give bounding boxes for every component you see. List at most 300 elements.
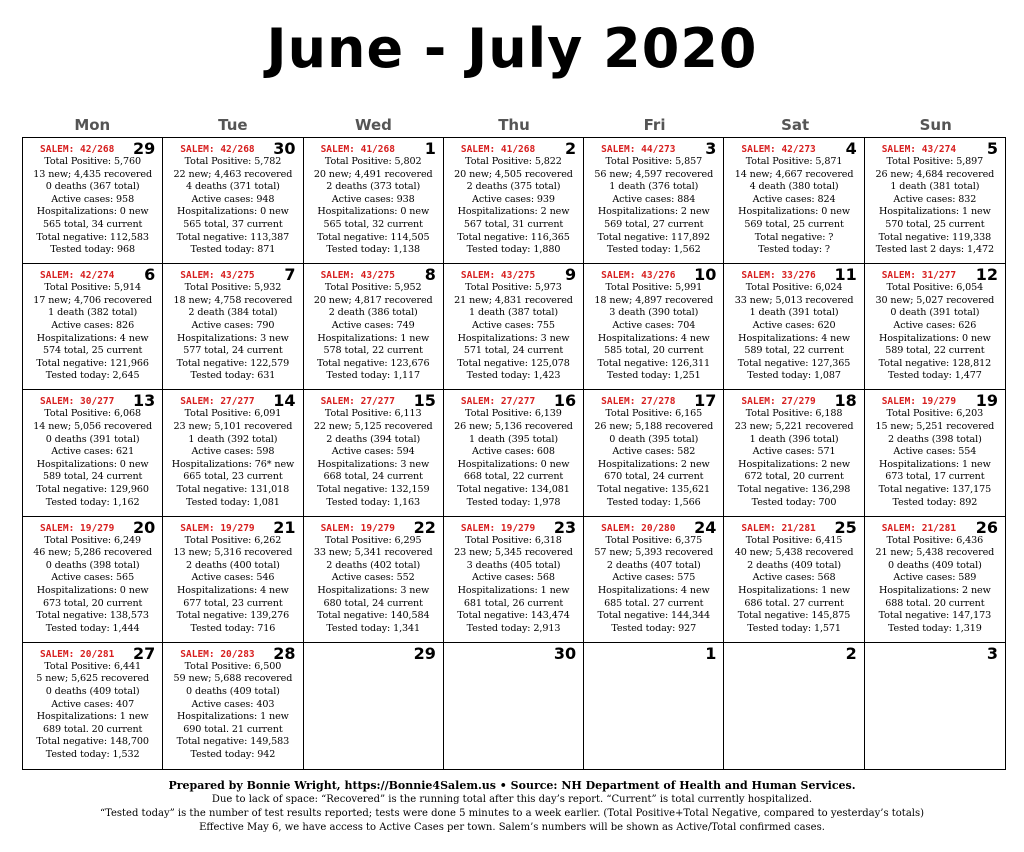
day-number: 28: [273, 643, 296, 663]
day-stat-line: Hospitalizations: 2 new: [597, 458, 710, 470]
footer-note-recovered: Due to lack of space: “Recovered” is the running total after this day’s report. “Current” is total currently hospitalized.: [211, 794, 813, 805]
day-stat-line: 673 total, 17 current: [885, 471, 985, 483]
day-number: 3: [986, 643, 998, 663]
day-stat-line: 17 new; 4,706 recovered: [33, 294, 153, 306]
day-stat-line: Active cases: 749: [331, 319, 415, 331]
day-stat-line: 680 total, 24 current: [323, 597, 423, 609]
day-stat-line: 4 death (380 total): [749, 181, 839, 193]
day-stat-line: Total negative: 148,700: [36, 736, 149, 748]
calendar-day-cell: [584, 390, 724, 516]
salem-cases-label: SALEM: 43/275: [180, 270, 255, 282]
calendar-day-cell: [304, 517, 444, 643]
day-stat-line: 33 new; 5,341 recovered: [313, 547, 433, 559]
calendar-day-cell: [584, 264, 724, 390]
day-number: 5: [986, 139, 998, 158]
day-number: 15: [413, 391, 436, 411]
salem-cases-label: SALEM: 42/268: [40, 144, 115, 155]
day-stat-line: Tested today: 1,081: [186, 496, 280, 508]
day-stat-line: Hospitalizations: 1 new: [177, 711, 289, 723]
day-stat-line: Total Positive: 6,024: [745, 282, 843, 294]
day-stat-line: Total Positive: 6,500: [184, 660, 282, 672]
day-stat-line: Active cases: 826: [51, 319, 135, 331]
calendar-day-cell: [304, 643, 444, 769]
salem-cases-label: SALEM: 30/277: [40, 396, 115, 408]
day-stat-line: 571 total, 24 current: [463, 345, 564, 357]
calendar-day-cell: [304, 390, 444, 516]
day-stat-line: Active cases: 790: [191, 319, 275, 331]
day-stat-line: 577 total, 24 current: [183, 345, 283, 357]
day-stat-line: 22 new; 4,463 recovered: [173, 168, 293, 180]
day-stat-line: 1 death (381 total): [890, 181, 980, 193]
calendar-day-cell: [163, 138, 303, 264]
day-stat-line: Total negative: 112,583: [36, 231, 149, 243]
day-stat-line: Hospitalizations: 1 new: [36, 711, 149, 723]
day-stat-line: Hospitalizations: 0 new: [457, 458, 570, 470]
salem-cases-label: SALEM: 41/268: [460, 144, 536, 155]
day-stat-line: Total negative: 145,875: [737, 610, 851, 622]
day-number: 14: [273, 391, 296, 411]
day-number: 30: [553, 643, 577, 663]
salem-cases-label: SALEM: 19/279: [180, 522, 255, 534]
salem-cases-label: SALEM: 43/275: [460, 270, 536, 282]
day-stat-line: Total negative: 122,579: [176, 357, 290, 369]
day-stat-line: 565 total, 37 current: [183, 218, 283, 230]
footer-note-active: Effective May 6, we have access to Active Cases per town. Salem’s numbers will be shown as Active/Total confirmed cases.: [199, 822, 825, 833]
day-number: 30: [273, 139, 296, 158]
day-number: 10: [694, 265, 717, 285]
day-stat-line: Total negative: 134,081: [457, 483, 570, 495]
day-stat-line: 5 new; 5,625 recovered: [36, 673, 149, 685]
day-stat-line: 14 new; 4,667 recovered: [734, 168, 854, 180]
day-stat-line: Total Positive: 5,760: [44, 156, 141, 167]
day-stat-line: Hospitalizations: 1 new: [457, 584, 570, 596]
day-stat-line: Hospitalizations: 2 new: [878, 584, 991, 596]
day-stat-line: 681 total, 26 current: [463, 597, 564, 609]
day-stat-line: 20 new; 4,817 recovered: [313, 294, 433, 306]
day-stat-line: 21 new; 5,438 recovered: [875, 547, 995, 559]
day-number: 2: [845, 643, 857, 663]
day-stat-line: 565 total, 32 current: [323, 218, 423, 230]
day-number: 27: [133, 643, 156, 663]
calendar-day-cell: [444, 264, 584, 390]
calendar-day-cell: [444, 643, 584, 769]
day-stat-line: Total Positive: 6,295: [324, 534, 422, 546]
day-stat-line: 574 total, 25 current: [42, 345, 143, 357]
day-stat-line: 1 death (387 total): [468, 307, 558, 319]
day-number: 9: [565, 265, 577, 285]
day-stat-line: Tested today: 1,571: [747, 622, 841, 634]
day-stat-line: Hospitalizations: 2 new: [597, 206, 710, 218]
day-stat-line: 22 new; 5,125 recovered: [313, 420, 433, 432]
day-stat-line: Total negative: 123,676: [316, 357, 430, 369]
day-number: 29: [133, 139, 156, 158]
day-stat-line: 565 total, 34 current: [42, 218, 143, 230]
day-stat-line: Tested today: 1,319: [887, 622, 982, 634]
day-number: 20: [133, 517, 156, 537]
calendar-day-cell: [23, 138, 163, 264]
day-number: 17: [694, 391, 717, 411]
calendar-day-cell: [23, 517, 163, 643]
day-stat-line: Tested today: 716: [190, 622, 276, 634]
day-number: 18: [834, 391, 857, 411]
day-stat-line: 3 death (390 total): [609, 307, 699, 319]
weekday-header: [22, 114, 1006, 136]
day-stat-line: Active cases: 594: [331, 446, 415, 458]
day-stat-line: Tested today: 942: [190, 748, 276, 760]
day-stat-line: Active cases: 755: [472, 319, 555, 331]
day-number: 24: [694, 517, 717, 537]
footer-notes: [0, 778, 1024, 835]
weekday-sun: Sun: [919, 116, 952, 134]
day-stat-line: 2 death (384 total): [188, 307, 278, 319]
day-stat-line: Total Positive: 6,068: [44, 408, 141, 420]
day-stat-line: Tested today: 1,532: [45, 748, 140, 760]
day-stat-line: Total negative: 147,173: [878, 610, 992, 622]
day-stat-line: Tested today: 2,645: [45, 370, 140, 382]
day-stat-line: Tested today: 1,162: [45, 496, 140, 508]
day-number: 19: [975, 391, 998, 411]
day-stat-line: 688 total. 20 current: [885, 597, 985, 609]
day-stat-line: Total negative: 135,621: [597, 483, 711, 495]
day-stat-line: 2 deaths (398 total): [887, 433, 982, 445]
day-stat-line: 59 new; 5,688 recovered: [173, 673, 293, 685]
calendar-day-cell: [724, 390, 864, 516]
day-stat-line: Hospitalizations: 0 new: [878, 332, 991, 344]
day-stat-line: Total Positive: 6,318: [465, 534, 562, 546]
salem-cases-label: SALEM: 19/279: [320, 522, 395, 534]
day-stat-line: Hospitalizations: 0 new: [317, 206, 430, 218]
calendar-day-cell: [584, 643, 724, 769]
day-stat-line: Hospitalizations: 4 new: [738, 332, 850, 344]
day-stat-line: Hospitalizations: 1 new: [317, 332, 430, 344]
day-stat-line: Total negative: 149,583: [176, 736, 290, 748]
salem-cases-label: SALEM: 44/273: [601, 144, 676, 155]
calendar-title: June - July 2020: [266, 17, 758, 80]
day-stat-line: Active cases: 824: [752, 193, 836, 205]
day-stat-line: Hospitalizations: 0 new: [177, 206, 289, 218]
day-stat-line: Tested today: 1,251: [606, 370, 701, 382]
day-stat-line: 672 total, 20 current: [744, 471, 844, 483]
day-stat-line: Active cases: 554: [893, 446, 977, 458]
day-stat-line: Active cases: 884: [612, 193, 696, 205]
day-number: 25: [834, 517, 857, 537]
calendar-day-cell: [865, 138, 1005, 264]
day-stat-line: Tested today: 927: [611, 622, 697, 634]
weekday-wed: Wed: [354, 116, 392, 134]
salem-cases-label: SALEM: 20/280: [601, 522, 676, 534]
footer-note-tested: “Tested today” is the number of test results reported; tests were done 5 minutes to a week earlier. (Total Positive+Total Negative, compared to yesterday’s totals): [99, 808, 925, 819]
day-stat-line: Total negative: ?: [754, 231, 834, 243]
salem-cases-label: SALEM: 20/281: [40, 648, 115, 660]
day-number: 21: [273, 517, 296, 537]
day-stat-line: Hospitalizations: 4 new: [177, 584, 289, 596]
day-stat-line: 578 total, 22 current: [323, 345, 423, 357]
day-stat-line: 2 deaths (394 total): [326, 433, 421, 445]
weekday-thu: Thu: [498, 116, 530, 134]
day-stat-line: Total Positive: 6,165: [605, 408, 703, 420]
day-number: 12: [975, 265, 998, 285]
day-stat-line: Tested today: 1,566: [606, 496, 701, 508]
day-stat-line: Active cases: 621: [51, 446, 135, 458]
day-stat-line: 0 deaths (398 total): [45, 559, 140, 571]
day-stat-line: Active cases: 948: [191, 193, 275, 205]
day-stat-line: Tested today: ?: [758, 244, 830, 256]
day-stat-line: Active cases: 589: [893, 572, 977, 584]
day-stat-line: 23 new; 5,345 recovered: [454, 547, 573, 559]
day-stat-line: 677 total, 23 current: [183, 597, 283, 609]
day-stat-line: 0 deaths (391 total): [45, 433, 140, 445]
day-number: 23: [553, 517, 577, 537]
day-number: 22: [413, 517, 436, 537]
weekday-mon: Mon: [74, 116, 111, 134]
footer-credit: Prepared by Bonnie Wright, https://Bonnie4Salem.us • Source: NH Department of Health and Human Services.: [168, 779, 856, 792]
day-stat-line: Total Positive: 6,262: [184, 534, 282, 546]
day-stat-line: Total Positive: 5,782: [184, 156, 282, 167]
day-stat-line: Total negative: 113,387: [176, 231, 290, 243]
day-stat-line: Active cases: 620: [752, 319, 836, 331]
day-stat-line: 665 total, 23 current: [183, 471, 283, 483]
day-stat-line: Active cases: 546: [191, 572, 275, 584]
day-stat-line: Total negative: 139,276: [176, 610, 290, 622]
day-stat-line: Tested today: 700: [751, 496, 837, 508]
day-stat-line: Total Positive: 5,822: [465, 156, 562, 167]
day-stat-line: 685 total. 27 current: [604, 597, 704, 609]
day-number: 26: [975, 517, 998, 537]
day-stat-line: Total negative: 125,078: [457, 357, 570, 369]
day-stat-line: Total negative: 121,966: [36, 357, 149, 369]
day-stat-line: Total negative: 117,892: [597, 231, 711, 243]
day-stat-line: 23 new; 5,221 recovered: [734, 420, 854, 432]
day-stat-line: 2 deaths (400 total): [186, 559, 280, 571]
day-number: 7: [284, 265, 296, 285]
day-stat-line: 23 new; 5,101 recovered: [173, 420, 293, 432]
calendar-grid: [22, 137, 1006, 770]
day-number: 29: [413, 643, 436, 663]
calendar-day-cell: [163, 643, 303, 769]
day-stat-line: 56 new; 4,597 recovered: [594, 168, 714, 180]
day-stat-line: Total Positive: 5,973: [465, 282, 562, 294]
day-stat-line: Total Positive: 5,871: [745, 156, 843, 167]
day-stat-line: 668 total, 22 current: [463, 471, 564, 483]
day-stat-line: 3 deaths (405 total): [466, 559, 561, 571]
day-stat-line: 20 new; 4,491 recovered: [313, 168, 433, 180]
calendar-day-cell: [163, 517, 303, 643]
day-stat-line: Active cases: 598: [191, 446, 275, 458]
day-stat-line: Tested today: 1,562: [606, 244, 701, 256]
salem-cases-label: SALEM: 19/279: [460, 522, 536, 534]
calendar-day-cell: [865, 390, 1005, 516]
day-stat-line: Hospitalizations: 4 new: [597, 332, 710, 344]
day-stat-line: Active cases: 552: [331, 572, 415, 584]
day-stat-line: 668 total, 24 current: [323, 471, 423, 483]
day-stat-line: Tested today: 2,913: [466, 622, 561, 634]
calendar-day-cell: [865, 643, 1005, 769]
calendar-day-cell: [163, 264, 303, 390]
day-number: 3: [705, 139, 717, 158]
day-stat-line: Hospitalizations: 1 new: [738, 584, 850, 596]
calendar-day-cell: [304, 138, 444, 264]
day-stat-line: 1 death (392 total): [188, 433, 278, 445]
day-stat-line: 589 total, 22 current: [885, 345, 985, 357]
calendar-day-cell: [304, 264, 444, 390]
day-stat-line: Hospitalizations: 1 new: [878, 206, 991, 218]
day-stat-line: 0 deaths (409 total): [887, 559, 982, 571]
day-stat-line: Total negative: 114,505: [316, 231, 430, 243]
day-stat-line: Active cases: 608: [472, 446, 555, 458]
salem-cases-label: SALEM: 19/279: [881, 396, 957, 408]
day-stat-line: Hospitalizations: 3 new: [317, 584, 430, 596]
salem-cases-label: SALEM: 41/268: [320, 144, 395, 155]
day-stat-line: 40 new; 5,438 recovered: [734, 547, 854, 559]
weekday-fri: Fri: [643, 116, 666, 134]
weekday-sat: Sat: [781, 116, 810, 134]
day-stat-line: Total Positive: 6,203: [886, 408, 984, 420]
day-stat-line: 18 new; 4,758 recovered: [173, 294, 293, 306]
day-stat-line: Tested today: 1,880: [466, 244, 561, 256]
day-stat-line: Hospitalizations: 4 new: [597, 584, 710, 596]
day-stat-line: Total Positive: 6,415: [745, 534, 843, 546]
salem-cases-label: SALEM: 42/273: [741, 144, 816, 155]
calendar-day-cell: [724, 643, 864, 769]
day-stat-line: Total Positive: 5,897: [886, 156, 984, 167]
day-stat-line: Total Positive: 5,932: [184, 282, 282, 294]
day-stat-line: Hospitalizations: 76* new: [171, 458, 295, 470]
day-stat-line: Total Positive: 6,139: [465, 408, 562, 420]
day-stat-line: 14 new; 5,056 recovered: [33, 420, 153, 432]
salem-cases-label: SALEM: 20/283: [180, 648, 255, 660]
day-stat-line: Tested today: 968: [50, 244, 136, 256]
day-stat-line: 589 total, 22 current: [744, 345, 844, 357]
day-stat-line: Tested today: 1,978: [466, 496, 561, 508]
day-stat-line: 0 deaths (409 total): [186, 685, 280, 697]
day-stat-line: Total Positive: 5,914: [44, 282, 141, 294]
day-stat-line: Total negative: 136,298: [737, 483, 851, 495]
day-stat-line: 690 total. 21 current: [183, 723, 283, 735]
day-stat-line: Active cases: 958: [51, 193, 135, 205]
day-number: 1: [705, 643, 717, 663]
day-stat-line: Active cases: 571: [752, 446, 836, 458]
day-stat-line: Total Positive: 5,952: [324, 282, 422, 294]
day-stat-line: 18 new; 4,897 recovered: [594, 294, 714, 306]
calendar-day-cell: [724, 264, 864, 390]
day-stat-line: 689 total. 20 current: [42, 723, 143, 735]
day-stat-line: 21 new; 4,831 recovered: [454, 294, 573, 306]
day-stat-line: Total negative: 119,338: [878, 231, 992, 243]
day-number: 2: [565, 139, 577, 158]
day-stat-line: Tested today: 1,444: [45, 622, 140, 634]
day-stat-line: Active cases: 704: [612, 319, 696, 331]
day-stat-line: Total negative: 137,175: [878, 483, 992, 495]
calendar-day-cell: [584, 138, 724, 264]
day-stat-line: 1 death (391 total): [749, 307, 839, 319]
salem-cases-label: SALEM: 27/279: [741, 396, 816, 408]
day-stat-line: 2 deaths (409 total): [747, 559, 841, 571]
day-stat-line: 0 deaths (367 total): [45, 181, 140, 193]
salem-cases-label: SALEM: 27/277: [460, 396, 536, 408]
day-stat-line: Total negative: 116,365: [457, 231, 570, 243]
day-stat-line: 673 total, 20 current: [42, 597, 143, 609]
day-stat-line: Hospitalizations: 3 new: [317, 458, 430, 470]
day-stat-line: Active cases: 568: [752, 572, 836, 584]
day-stat-line: Tested today: 631: [190, 370, 276, 382]
calendar-day-cell: [444, 138, 584, 264]
salem-cases-label: SALEM: 43/275: [320, 270, 395, 282]
calendar-day-cell: [584, 517, 724, 643]
salem-cases-label: SALEM: 42/274: [40, 270, 115, 282]
day-stat-line: 569 total, 27 current: [604, 218, 704, 230]
calendar-day-cell: [23, 264, 163, 390]
weekday-tue: Tue: [218, 116, 248, 134]
day-stat-line: Hospitalizations: 2 new: [738, 458, 850, 470]
day-stat-line: 0 death (391 total): [890, 307, 980, 319]
day-stat-line: Active cases: 582: [612, 446, 696, 458]
day-stat-line: 13 new; 4,435 recovered: [33, 168, 153, 180]
day-stat-line: 589 total, 24 current: [42, 471, 143, 483]
salem-cases-label: SALEM: 21/281: [881, 522, 957, 534]
day-stat-line: Hospitalizations: 3 new: [177, 332, 289, 344]
day-stat-line: 0 death (395 total): [609, 433, 699, 445]
day-number: 16: [553, 391, 577, 411]
day-stat-line: Total Positive: 6,054: [886, 282, 984, 294]
day-stat-line: Total negative: 128,812: [878, 357, 992, 369]
day-stat-line: Hospitalizations: 0 new: [738, 206, 850, 218]
calendar-day-cell: [865, 517, 1005, 643]
salem-cases-label: SALEM: 31/277: [881, 270, 957, 282]
day-stat-line: 567 total, 31 current: [463, 218, 564, 230]
day-number: 8: [424, 265, 436, 285]
day-stat-line: 57 new; 5,393 recovered: [594, 547, 714, 559]
day-stat-line: 1 death (376 total): [609, 181, 699, 193]
day-stat-line: Tested last 2 days: 1,472: [875, 244, 994, 256]
day-stat-line: Hospitalizations: 0 new: [36, 458, 149, 470]
day-stat-line: 30 new; 5,027 recovered: [875, 294, 995, 306]
calendar-day-cell: [23, 390, 163, 516]
day-stat-line: 1 death (396 total): [749, 433, 839, 445]
day-stat-line: Active cases: 403: [191, 698, 275, 710]
day-stat-line: Active cases: 939: [472, 193, 555, 205]
day-stat-line: Total Positive: 6,091: [184, 408, 282, 420]
day-stat-line: 33 new; 5,013 recovered: [734, 294, 854, 306]
day-stat-line: 2 deaths (402 total): [326, 559, 421, 571]
day-stat-line: Active cases: 832: [893, 193, 977, 205]
day-stat-line: Total Positive: 6,436: [886, 534, 984, 546]
day-stat-line: Total Positive: 5,802: [324, 156, 422, 167]
day-stat-line: Total Positive: 6,375: [605, 534, 703, 546]
day-number: 13: [133, 391, 156, 411]
day-stat-line: Active cases: 568: [472, 572, 555, 584]
salem-cases-label: SALEM: 43/276: [601, 270, 676, 282]
day-stat-line: Tested today: 871: [190, 244, 276, 256]
day-stat-line: Total Positive: 5,991: [605, 282, 703, 294]
calendar-day-cell: [724, 138, 864, 264]
day-stat-line: Total negative: 143,474: [457, 610, 570, 622]
day-stat-line: Total negative: 131,018: [176, 483, 290, 495]
day-stat-line: Tested today: 892: [892, 496, 978, 508]
salem-cases-label: SALEM: 21/281: [741, 522, 816, 534]
day-stat-line: 2 deaths (407 total): [606, 559, 701, 571]
calendar-day-cell: [865, 264, 1005, 390]
day-stat-line: Hospitalizations: 4 new: [36, 332, 149, 344]
day-stat-line: Hospitalizations: 3 new: [457, 332, 570, 344]
day-stat-line: Active cases: 407: [51, 698, 135, 710]
day-stat-line: 1 death (395 total): [468, 433, 558, 445]
salem-cases-label: SALEM: 43/274: [881, 144, 957, 155]
calendar-day-cell: [163, 390, 303, 516]
day-stat-line: Active cases: 626: [893, 319, 977, 331]
day-stat-line: 2 deaths (375 total): [466, 181, 561, 193]
day-stat-line: Total negative: 127,365: [737, 357, 851, 369]
day-stat-line: 0 deaths (409 total): [45, 685, 140, 697]
